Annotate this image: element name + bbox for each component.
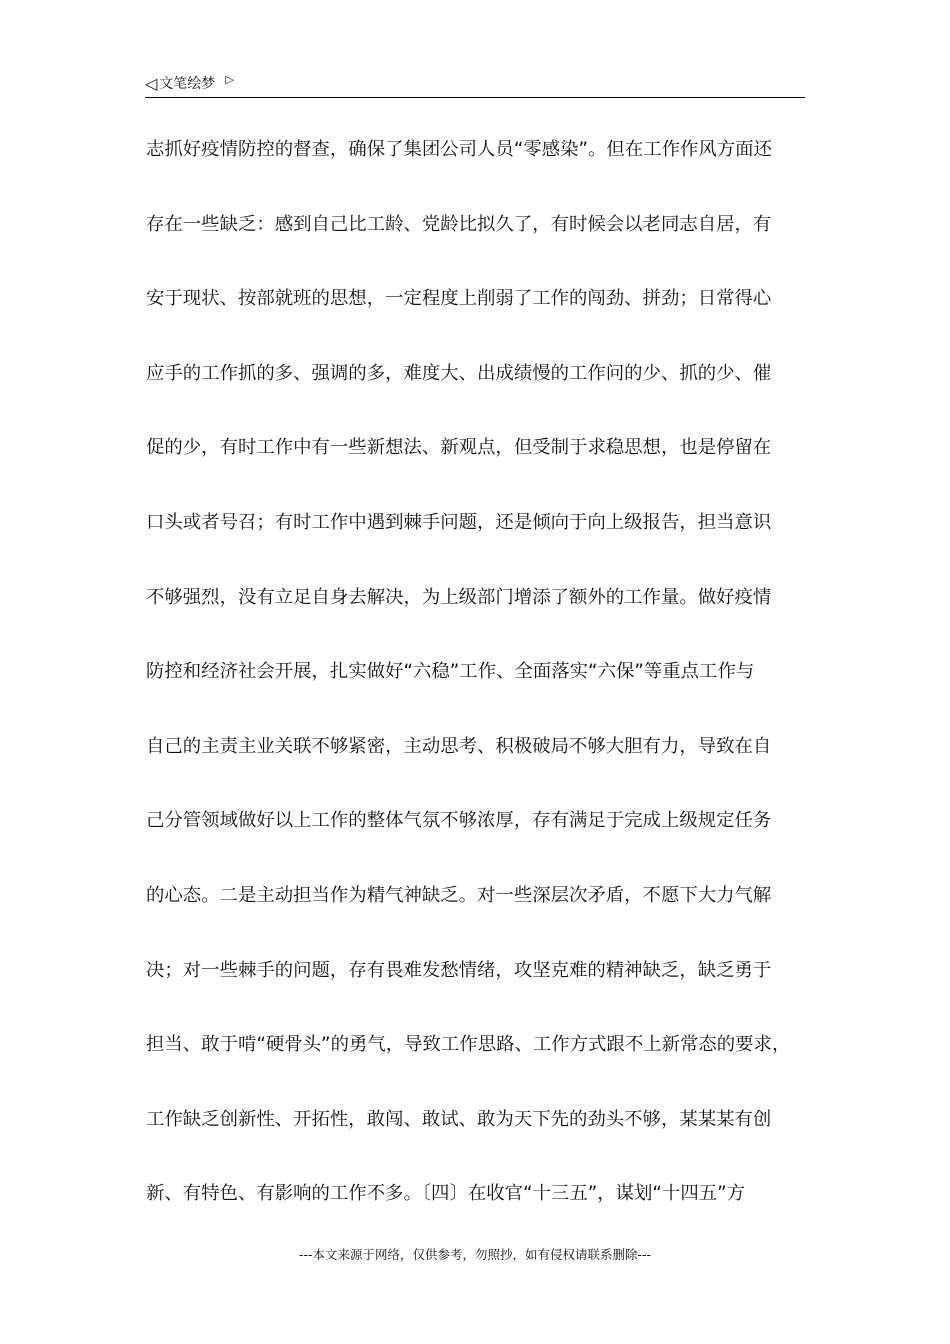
text-line: 促的少，有时工作中有一些新想法、新观点，但受制于求稳思想，也是停留在 <box>146 437 772 459</box>
page-footer-disclaimer: ---本文来源于网络，仅供参考，勿照抄，如有侵权请联系删除--- <box>298 1247 652 1262</box>
text-line: 防控和经济社会开展，扎实做好“六稳”工作、全面落实“六保”等重点工作与 <box>146 661 755 683</box>
text-line: 安于现状、按部就班的思想，一定程度上削弱了工作的闯劲、拼劲；日常得心 <box>146 288 772 310</box>
header-brand <box>145 74 234 94</box>
text-line: 工作缺乏创新性、开拓性，敢闯、敢试、敢为天下先的劲头不够，某某某有创 <box>146 1108 772 1130</box>
text-line: 担当、敢于啃“硬骨头”的勇气，导致工作思路、工作方式跟不上新常态的要求， <box>146 1034 791 1056</box>
left-triangle-icon: ◁ <box>145 74 158 93</box>
right-triangle-icon: ▷ <box>225 73 234 86</box>
text-line: 新、有特色、有影响的工作不多。〔四〕在收官“十三五”，谋划“十四五”方 <box>146 1183 746 1205</box>
text-line: 决；对一些棘手的问题，存有畏难发愁情绪，攻坚克难的精神缺乏，缺乏勇于 <box>146 959 772 981</box>
document-body <box>146 134 826 1253</box>
text-line: 自己的主责主业关联不够紧密，主动思考、积极破局不够大胆有力，导致在自 <box>146 735 772 757</box>
text-line: 不够强烈，没有立足自身去解决，为上级部门增添了额外的工作量。做好疫情 <box>146 586 772 608</box>
text-line: 应手的工作抓的多、强调的多，难度大、出成绩慢的工作问的少、抓的少、催 <box>146 362 772 384</box>
header-divider <box>145 97 805 98</box>
text-line: 口头或者号召；有时工作中遇到棘手问题，还是倾向于向上级报告，担当意识 <box>146 511 772 533</box>
text-line: 存在一些缺乏：感到自己比工龄、党龄比拟久了，有时候会以老同志自居，有 <box>146 213 772 235</box>
text-line: 的心态。二是主动担当作为精气神缺乏。对一些深层次矛盾，不愿下大力气解 <box>146 884 772 906</box>
page-header <box>145 72 805 98</box>
text-line: 志抓好疫情防控的督查，确保了集团公司人员“零感染”。但在工作作风方面还 <box>146 139 772 160</box>
text-line: 己分管领域做好以上工作的整体气氛不够浓厚，存有满足于完成上级规定任务 <box>146 810 772 832</box>
header-title: 文笔绘梦 <box>159 76 216 92</box>
